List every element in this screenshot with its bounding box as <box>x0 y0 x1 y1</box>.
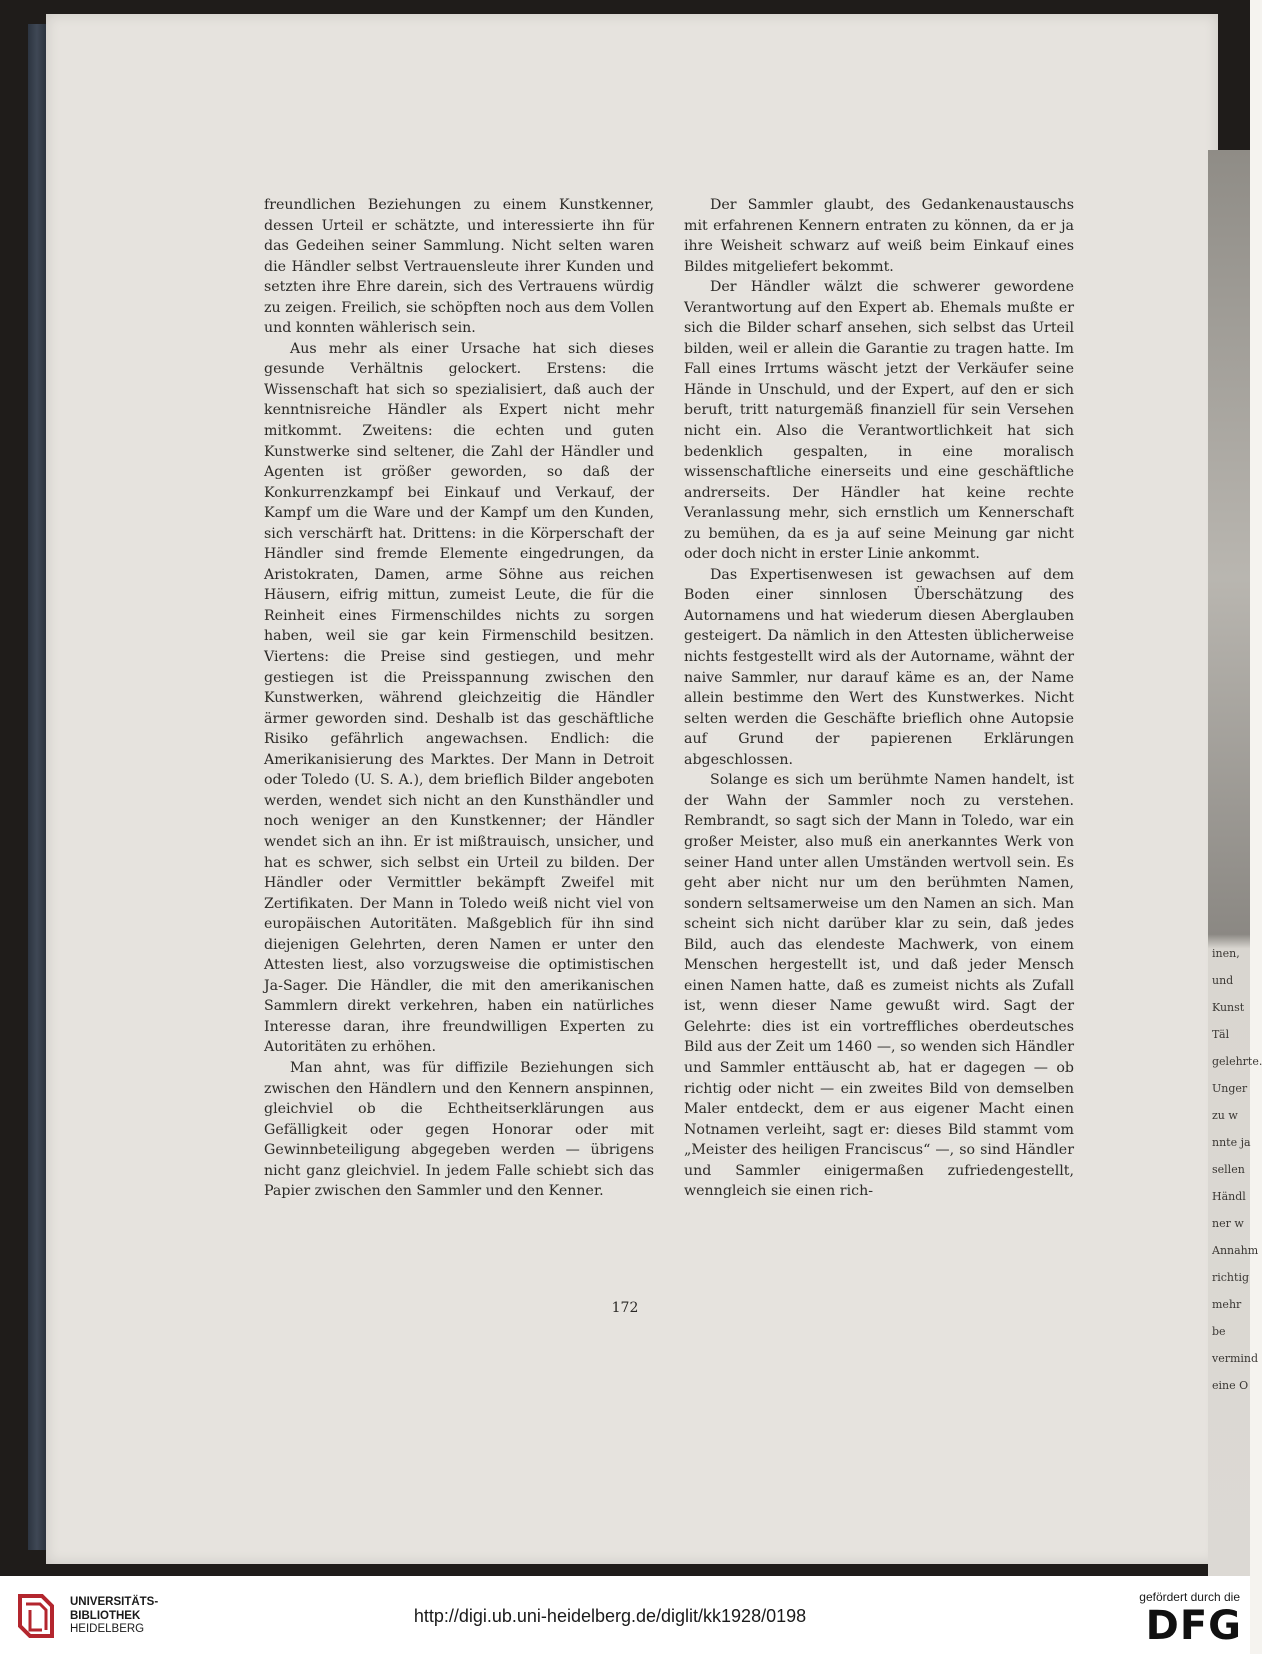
adjacent-page-fragment: nnte ja <box>1212 1136 1251 1149</box>
text-column-left <box>264 195 654 1202</box>
page-number: 172 <box>611 1300 639 1316</box>
library-name-line: HEIDELBERG <box>70 1623 145 1635</box>
adjacent-page-fragment: Annahm <box>1212 1244 1259 1257</box>
paragraph: Solange es sich um berühmte Namen handelt, ist der Wahn der Sammler noch zu verstehen. Rembrandt, so sagt sich der Mann in Toledo, war ein großer Meister, also muß ein anerkanntes Werk von seiner Hand unter allen Umständen wertvoll sein. Es geht aber nicht nur um den berühmten Namen, sondern seltsamerweise um den Namen an sich. Man scheint sich nicht darüber klar zu sein, daß jedes Bild, auch das elendeste Machwerk, von einem Menschen hergestellt ist, und daß jeder Mensch einen Namen hatte, daß es zumeist nichts als Zufall ist, wenn dieser Name gewußt wird. Sagt der Gelehrte: dies ist ein vortreffliches oberdeutsches Bild aus der Zeit um 1460 —, so wenden sich Händler und Sammler enttäuscht ab, hat er dagegen — ob richtig oder nicht — ein zweites Bild von demselben Maler entdeckt, dem er aus eigener Macht einen Notnamen verleiht, sagt er: dieses Bild stammt vom „Meister des heiligen Franciscus“ —, so sind Händler und Sammler einigermaßen zufriedengestellt, wenngleich sie einen rich- <box>684 772 1074 1200</box>
adjacent-page-fragment: zu w <box>1212 1109 1238 1122</box>
adjacent-page-fragment: Händl <box>1212 1190 1246 1203</box>
document-url-link[interactable]: http://digi.ub.uni-heidelberg.de/diglit/kk1928/0198 <box>413 1606 807 1626</box>
adjacent-page-fragment: inen, und <box>1212 947 1240 987</box>
adjacent-page-fragment: mehr be <box>1212 1298 1242 1338</box>
adjacent-page-fragment: Täl <box>1212 1028 1230 1041</box>
adjacent-page-fragment: sellen <box>1212 1163 1245 1176</box>
paragraph: Man ahnt, was für diffizile Beziehungen sich zwischen den Händlern und den Kennern anspinnen, gleichviel ob die Echtheitserklärungen aus Gefälligkeit oder gegen Honorar oder mit Gewinnbeteiligung abgegeben werden — übrigens nicht ganz gleichviel. In jedem Falle schiebt sich das Papier zwischen den Sammler und den Kenner. <box>264 1059 654 1200</box>
library-name-line: UNIVERSITÄTS- <box>70 1596 159 1608</box>
paragraph: Aus mehr als einer Ursache hat sich dieses gesunde Verhältnis gelockert. Erstens: die Wissenschaft hat sich so spezialisiert, daß auch der kenntnisreiche Händler als Expert nicht mehr mitkommt. Zweitens: die echten und guten Kunstwerke sind seltener, die Zahl der Händler und Agenten ist größer geworden, so daß der Konkurrenzkampf bei Einkauf und Verkauf, der Kampf um die Ware und der Kampf um den Kunden, sich verschärft hat. Drittens: in die Körperschaft der Händler sind fremde Elemente eingedrungen, da Aristokraten, Damen, arme Söhne aus reichen Häusern, eifrig mittun, zumeist Leute, die für die Reinheit eines Firmenschildes nichts zu sorgen haben, weil sie gar kein Firmenschild besitzen. Viertens: die Preise sind gestiegen, und mehr gestiegen ist die Preisspannung zwischen den Kunstwerken, während gleichzeitig die Händler ärmer geworden sind. Deshalb ist das geschäftliche Risiko gefährlich angewachsen. Endlich: die Amerikanisierung des Marktes. Der Mann in Detroit oder Toledo (U. S. A.), dem brieflich Bilder angeboten werden, wendet sich nicht an den Kunsthändler und noch weniger an den Kunstkenner; der Händler wendet sich an ihn. Er ist mißtrauisch, unsicher, und hat es schwer, sich selbst ein Urteil zu bilden. Der Händler oder Vermittler bekämpft Zweifel mit Zertifikaten. Der Mann in Toledo weiß nicht viel von europäischen Autoritäten. Maßgeblich für ihn sind diejenigen Gelehrten, deren Namen er unter den Attesten liest, also vorzugsweise die optimistischen Ja-Sager. Die Händler, die mit den amerikanischen Sammlern direkt verkehren, haben ein natürliches Interesse daran, ihre freundwilligen Experten zu Autoritäten zu erhöhen. <box>264 340 654 1056</box>
library-name-line: BIBLIOTHEK <box>70 1609 141 1622</box>
adjacent-page-edge <box>1208 150 1262 1576</box>
text-column-right <box>684 195 1074 1202</box>
paragraph: Der Händler wälzt die schwerer gewordene Verantwortung auf den Expert ab. Ehemals mußte er sich die Bilder scharf ansehen, sich selbst das Urteil bilden, weil er allein die Garantie zu tragen hatte. Im Fall eines Irrtums wäscht jetzt der Verkäufer seine Hände in Unschuld, und der Expert, auf den er sich beruft, tritt naturgemäß finanziell für sein Versehen nicht ein. Also die Verantwortlichkeit hat sich bedenklich gespalten, in eine moralisch wissenschaftliche einerseits und eine geschäftliche andrerseits. Der Händler hat keine rechte Veranlassung mehr, sich ernstlich um Kennerschaft zu bemühen, da es ja auf seine Meinung gar nicht oder doch nicht in erster Linie ankommt. <box>684 279 1074 563</box>
paragraph: Das Expertisenwesen ist gewachsen auf dem Boden einer sinnlosen Überschätzung des Autornamens und hat wiederum diesen Aberglauben gesteigert. Da nämlich in den Attesten üblicherweise nichts festgestellt wird als der Autorname, wähnt der naive Sammler, nur darauf käme es an, der Name allein bestimme den Wert des Kunstwerkes. Nicht selten werden die Geschäfte brieflich ohne Autopsie auf Grund der papierenen Erklärungen abgeschlossen. <box>684 566 1074 768</box>
university-library-logo-icon[interactable] <box>12 1590 58 1642</box>
paragraph: freundlichen Beziehungen zu einem Kunstkenner, dessen Urteil er schätzte, und interessierte ihn für das Gedeihen seiner Sammlung. Nicht selten waren die Händler selbst Vertrauensleute ihrer Kunden und setzten ihre Ehre darein, sich des Vertrauens würdig zu zeigen. Freilich, sie schöpften noch aus dem Vollen und konnten wählerisch sein. <box>264 197 654 337</box>
paragraph: Der Sammler glaubt, des Gedankenaustauschs mit erfahrenen Kennern entraten zu können, da er ja ihre Weisheit schwarz auf weiß beim Einkauf eines Bildes mitgeliefert bekommt. <box>684 197 1074 275</box>
adjacent-page-fragment: vermind <box>1212 1352 1259 1365</box>
adjacent-page-fragment: Kunst <box>1212 1001 1245 1014</box>
adjacent-page-fragments <box>1212 940 1262 1399</box>
adjacent-page-fragment: gelehrte. <box>1212 1055 1262 1068</box>
adjacent-page-fragment: eine O <box>1212 1379 1249 1392</box>
funded-by-label: gefördert durch die <box>1139 1590 1240 1604</box>
library-name[interactable] <box>70 1596 158 1637</box>
adjacent-page-fragment: ner w <box>1212 1217 1244 1230</box>
adjacent-page-fragment: Unger <box>1212 1082 1248 1095</box>
dfg-logo[interactable]: DFG <box>1145 1603 1242 1649</box>
footer-bar <box>0 1576 1250 1654</box>
adjacent-page-fragment: richtig <box>1212 1271 1250 1284</box>
